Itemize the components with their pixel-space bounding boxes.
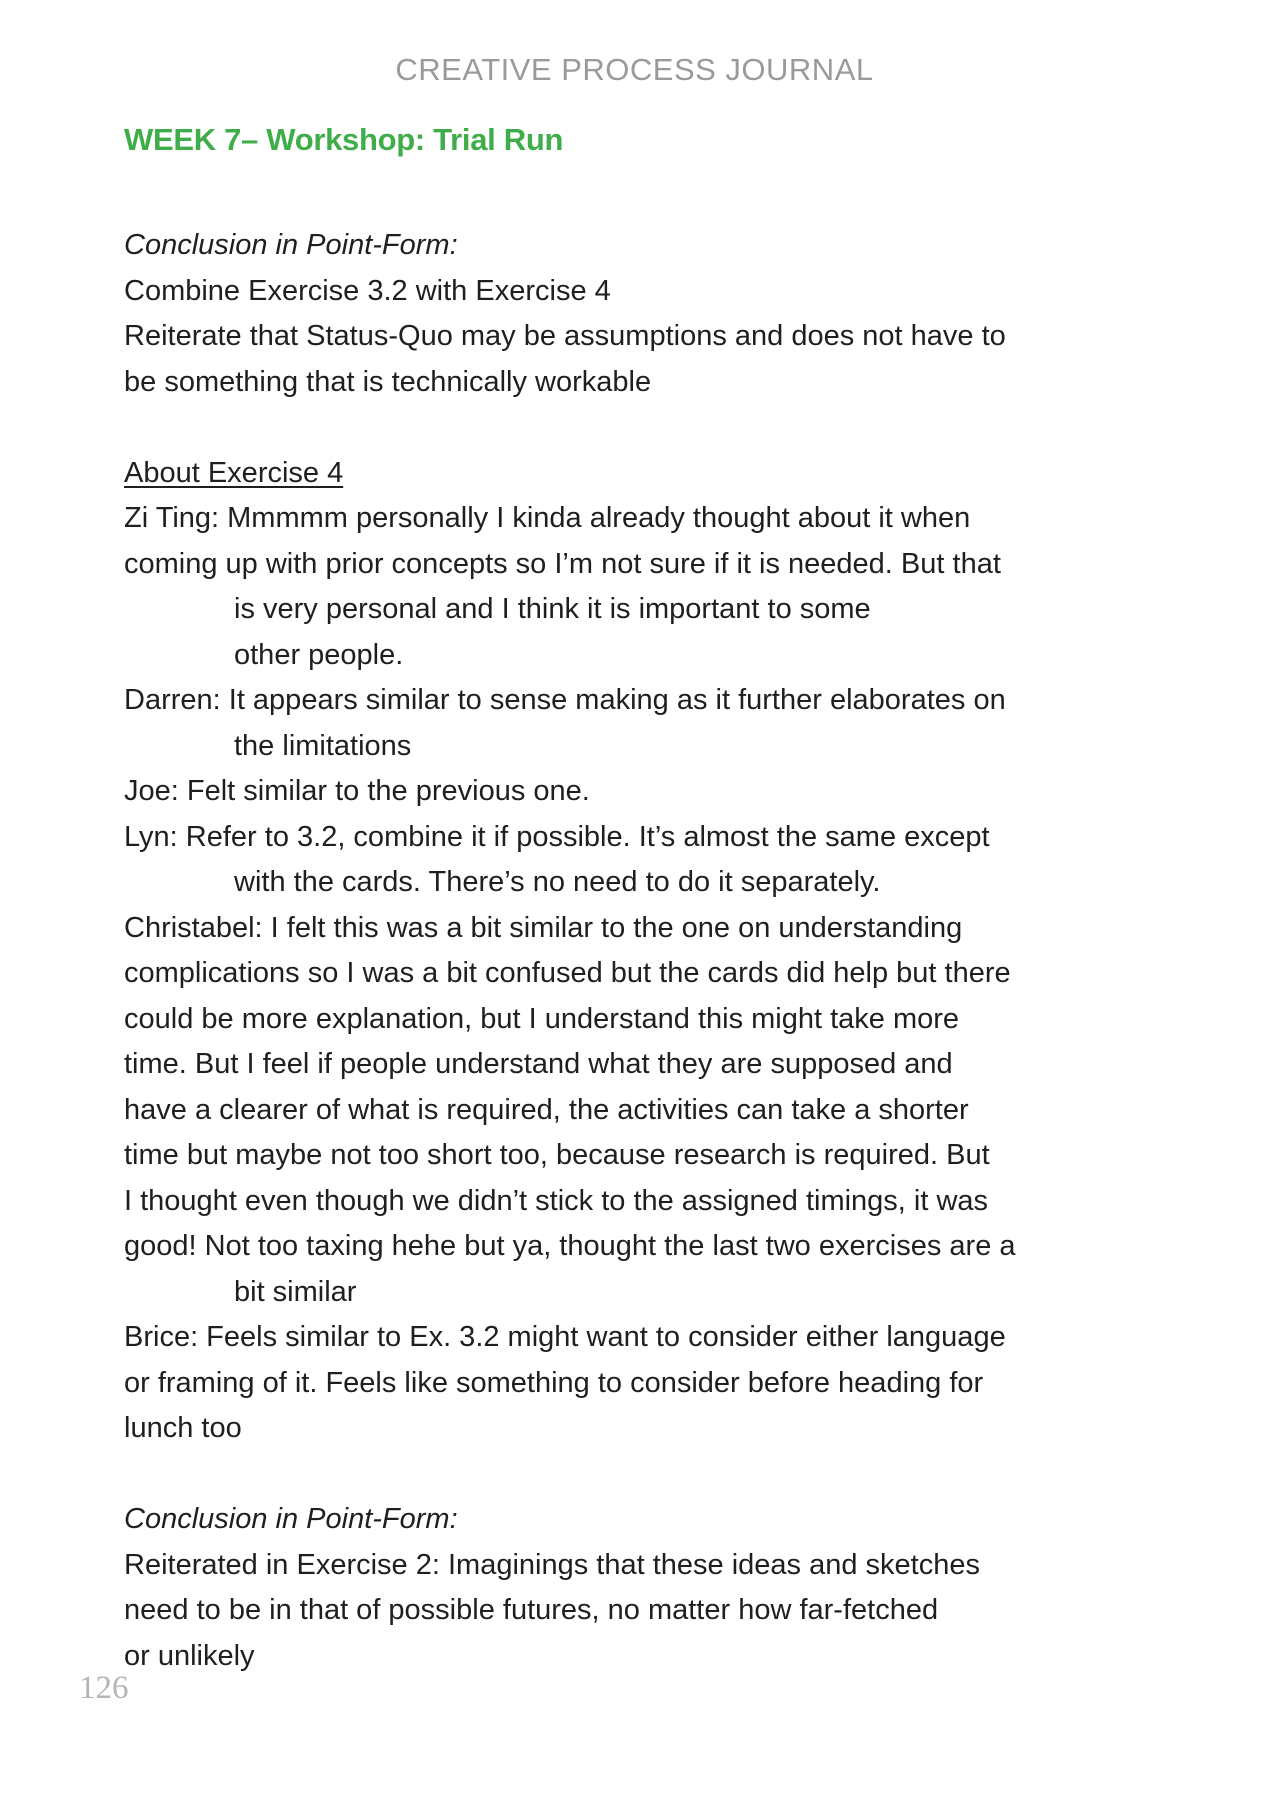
feedback-line: bit similar	[234, 1275, 357, 1308]
feedback-line: Lyn: Refer to 3.2, combine it if possible. It’s almost the same except	[124, 820, 990, 853]
text-line: be something that is technically workable	[124, 365, 652, 398]
feedback-line: or framing of it. Feels like something to consider before heading for	[124, 1366, 984, 1399]
feedback-line: other people.	[234, 638, 404, 671]
feedback-line: coming up with prior concepts so I’m not sure if it is needed. But that	[124, 547, 1001, 580]
feedback-heading: About Exercise 4	[124, 456, 344, 489]
text-line: Reiterate that Status-Quo may be assumptions and does not have to	[124, 320, 1006, 352]
text-line: Reiterated in Exercise 2: Imaginings that these ideas and sketches	[124, 1548, 980, 1581]
feedback-line: Joe: Felt similar to the previous one.	[124, 775, 590, 807]
feedback-line: good! Not too taxing hehe but ya, thought the last two exercises are a	[124, 1230, 1016, 1262]
feedback-line: have a clearer of what is required, the activities can take a shorter	[124, 1093, 969, 1126]
feedback-line: complications so I was a bit confused but the cards did help but there	[124, 957, 1011, 989]
feedback-line: time but maybe not too short too, because research is required. But	[124, 1139, 990, 1171]
text-line: Combine Exercise 3.2 with Exercise 4	[124, 274, 611, 307]
journal-content	[124, 120, 1084, 1679]
conclusion-heading: Conclusion in Point-Form:	[124, 229, 458, 261]
feedback-line: the limitations	[234, 729, 412, 762]
feedback-line: Brice: Feels similar to Ex. 3.2 might want to consider either language	[124, 1321, 1006, 1353]
spacer	[124, 405, 1084, 451]
text-line: need to be in that of possible futures, no matter how far-fetched	[124, 1594, 939, 1626]
feedback-line: Christabel: I felt this was a bit similar to the one on understanding	[124, 911, 963, 944]
feedback-line: lunch too	[124, 1412, 242, 1444]
conclusion-block-1	[124, 223, 1084, 405]
running-header	[0, 52, 1269, 88]
spacer	[124, 1452, 1084, 1498]
conclusion-block-2	[124, 1497, 1084, 1679]
page-number: 126	[79, 1670, 129, 1706]
feedback-block	[124, 451, 1084, 1452]
feedback-line: with the cards. There’s no need to do it separately.	[234, 866, 881, 898]
section-title: WEEK 7– Workshop: Trial Run	[124, 122, 564, 157]
feedback-line: Darren: It appears similar to sense making as it further elaborates on	[124, 684, 1006, 716]
text-line: or unlikely	[124, 1639, 255, 1672]
conclusion-heading: Conclusion in Point-Form:	[124, 1503, 458, 1535]
feedback-line: I thought even though we didn’t stick to the assigned timings, it was	[124, 1184, 989, 1217]
feedback-lines	[124, 496, 1084, 1452]
feedback-line: Zi Ting: Mmmmm personally I kinda already thought about it when	[124, 502, 971, 534]
feedback-line: time. But I feel if people understand what they are supposed and	[124, 1048, 953, 1080]
feedback-line: is very personal and I think it is important to some	[234, 593, 871, 625]
feedback-line: could be more explanation, but I understand this might take more	[124, 1002, 960, 1035]
running-header-text: CREATIVE PROCESS JOURNAL	[395, 52, 874, 87]
